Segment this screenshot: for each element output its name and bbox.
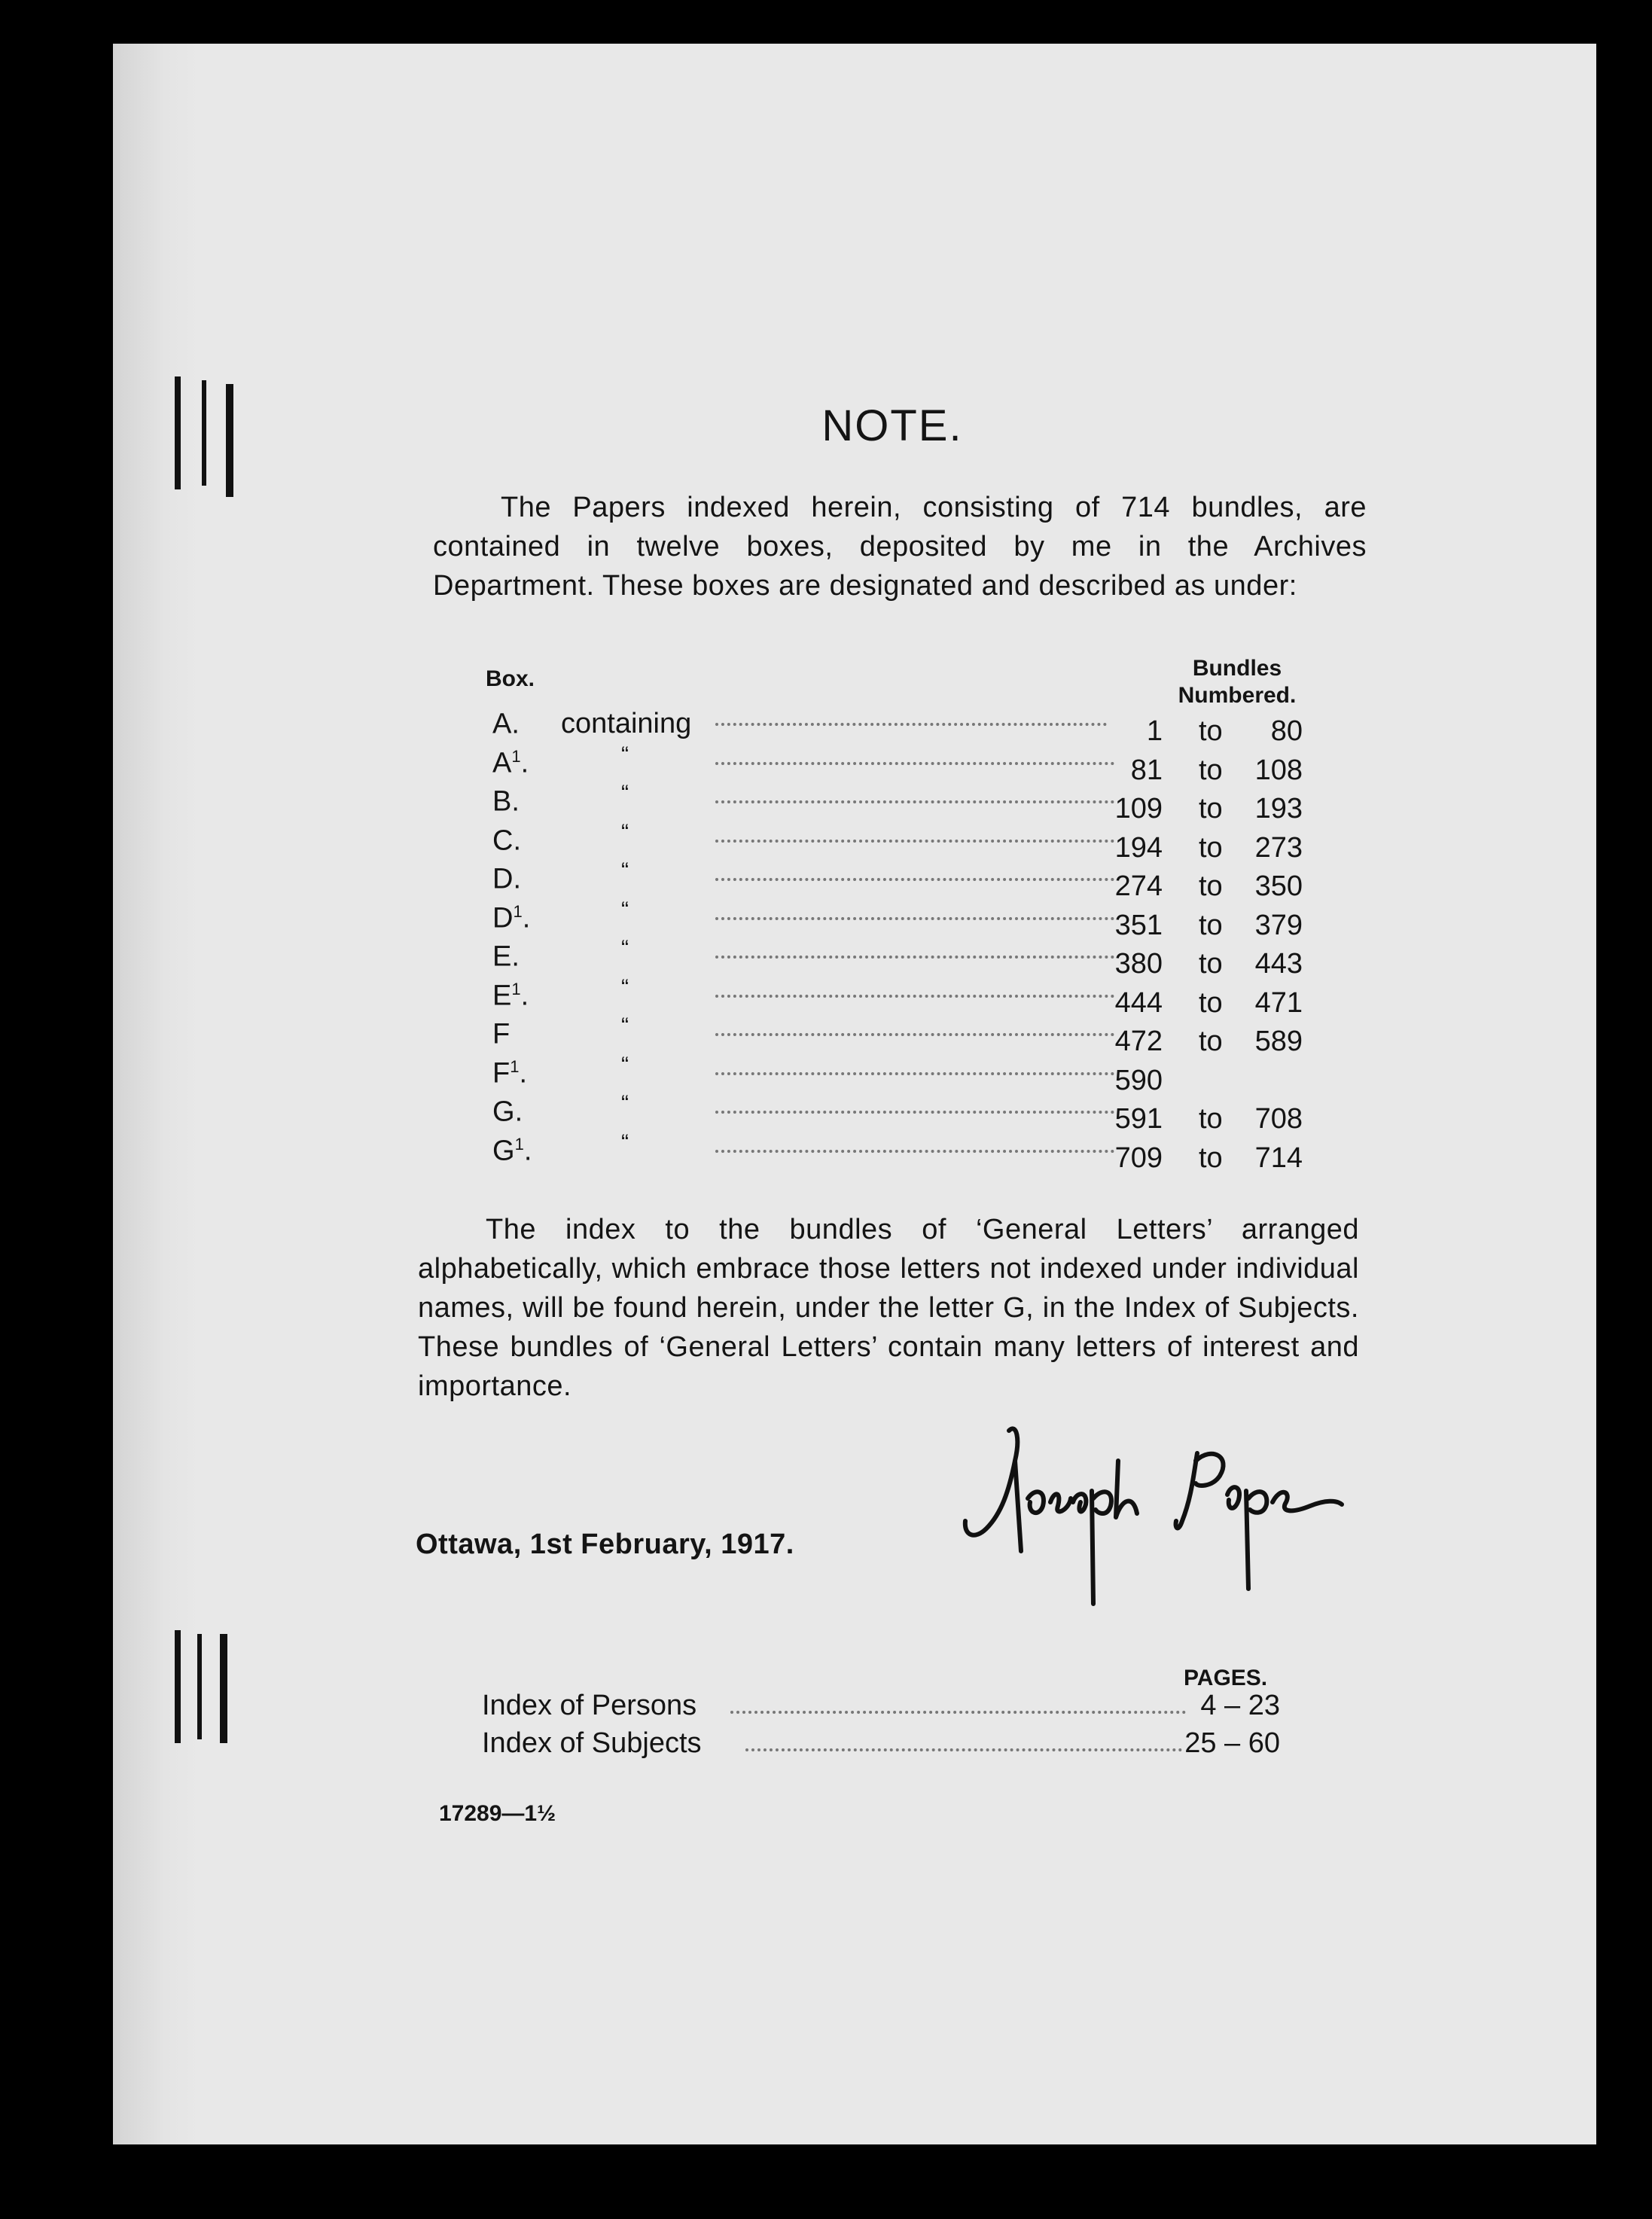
box-label: A. <box>492 708 520 740</box>
pages-label: PAGES. <box>1184 1666 1268 1690</box>
leader-dots <box>715 800 1114 803</box>
intro-paragraph: The Papers indexed herein, consisting of 714 bundles, are contained in twelve boxes, deposited by me in the Archives Department. These boxes are designated and described as under: <box>433 492 1367 602</box>
box-label: F <box>492 1018 511 1050</box>
bundle-to: 80 <box>1270 715 1303 747</box>
bundle-from: 81 <box>1130 754 1163 786</box>
leader-dots <box>715 956 1114 959</box>
table-row <box>489 781 1303 825</box>
table-row <box>489 819 1303 864</box>
bundle-from: 1 <box>1146 715 1163 747</box>
leader-dots <box>715 840 1114 843</box>
bundle-to: 714 <box>1254 1142 1303 1174</box>
leader-dots <box>715 878 1114 881</box>
box-table <box>489 708 1303 1173</box>
table-row <box>489 1129 1303 1174</box>
table-row <box>489 897 1303 941</box>
bundle-to: 589 <box>1254 1026 1303 1057</box>
bundle-to: 471 <box>1254 986 1303 1019</box>
box-label: $E^1$. <box>492 979 529 1012</box>
bundle-to: 108 <box>1254 754 1303 786</box>
table-row <box>489 1052 1303 1096</box>
ditto-mark: “ <box>621 1129 629 1155</box>
bundle-from: 444 <box>1114 986 1163 1019</box>
bundle-from: 351 <box>1114 909 1163 941</box>
leader-dots <box>715 762 1114 765</box>
print-code: 17289—1½ <box>439 1801 556 1826</box>
place-and-date: Ottawa, 1st February, 1917. <box>416 1529 794 1560</box>
ditto-mark: “ <box>621 742 629 767</box>
to-label: to <box>1199 909 1223 941</box>
signature-image <box>956 1416 1348 1626</box>
ditto-mark: “ <box>621 1091 629 1116</box>
ditto-mark: “ <box>621 936 629 961</box>
leader-dots <box>730 1711 1186 1714</box>
index-entry-range: 4 – 23 <box>1200 1690 1280 1721</box>
bundle-from: 194 <box>1114 831 1163 864</box>
bundle-from: 274 <box>1114 870 1163 902</box>
box-label: $F^1$. <box>492 1056 528 1090</box>
index-entry-range: 25 – 60 <box>1184 1727 1280 1759</box>
table-row <box>489 858 1303 902</box>
box-label: C. <box>492 825 522 857</box>
box-column-header: Box. <box>486 666 535 691</box>
box-label: E. <box>492 940 520 973</box>
bundle-to: 708 <box>1254 1103 1303 1135</box>
staple-mark <box>197 1634 202 1739</box>
table-row <box>489 1091 1303 1135</box>
bundles-header-line-1: Bundles <box>1192 656 1282 681</box>
table-row <box>489 1013 1303 1057</box>
table-row <box>489 708 1303 747</box>
staple-mark <box>220 1634 227 1743</box>
staple-mark <box>175 1630 181 1743</box>
page-title: NOTE. <box>821 401 963 450</box>
bundle-from: 109 <box>1114 793 1163 825</box>
ditto-mark: “ <box>621 858 629 883</box>
box-label: $G^1$. <box>492 1134 532 1167</box>
bundle-to: 273 <box>1254 831 1303 864</box>
to-label: to <box>1199 754 1223 786</box>
box-label: $D^1$. <box>492 901 531 934</box>
leader-dots <box>715 723 1107 726</box>
bundles-header-line-2: Numbered. <box>1178 683 1297 708</box>
ditto-mark: “ <box>621 897 629 922</box>
bundles-column-header <box>1166 655 1309 709</box>
index-entry-label: Index of Persons <box>482 1690 697 1721</box>
bundle-from: 590 <box>1114 1064 1163 1096</box>
to-label: to <box>1199 715 1223 747</box>
ditto-mark: “ <box>621 974 629 1000</box>
containing-label: containing <box>561 708 692 739</box>
ditto-mark: “ <box>621 819 629 845</box>
table-row <box>489 742 1303 786</box>
to-label: to <box>1199 793 1223 825</box>
to-label: to <box>1199 870 1223 902</box>
box-label: $A^1$. <box>492 746 529 779</box>
leader-dots <box>745 1748 1182 1751</box>
leader-dots <box>715 1150 1114 1153</box>
to-label: to <box>1199 1103 1223 1135</box>
leader-dots <box>715 995 1114 998</box>
bundle-to: 193 <box>1254 793 1303 825</box>
ditto-mark: “ <box>621 1013 629 1038</box>
to-label: to <box>1199 948 1223 980</box>
bundle-from: 709 <box>1114 1142 1163 1174</box>
table-row <box>489 936 1303 980</box>
general-letters-paragraph: The index to the bundles of ‘General Letters’ arranged alphabetically, which embrace those letters not indexed under individual names, will be found herein, under the letter G, in the Index of Subjects. These bundles of ‘General Letters’ contain many letters of interest and importance. <box>418 1214 1359 1402</box>
ditto-mark: “ <box>621 781 629 806</box>
to-label: to <box>1199 986 1223 1019</box>
leader-dots <box>715 1033 1114 1036</box>
bundle-from: 591 <box>1114 1103 1163 1135</box>
box-label: G. <box>492 1096 523 1128</box>
to-label: to <box>1199 1142 1223 1174</box>
to-label: to <box>1199 831 1223 864</box>
bundle-to: 379 <box>1254 909 1303 941</box>
page-spine <box>113 44 200 2144</box>
table-row <box>489 974 1303 1019</box>
box-label: B. <box>492 785 520 818</box>
ditto-mark: “ <box>621 1052 629 1077</box>
leader-dots <box>715 917 1114 920</box>
bundle-from: 380 <box>1114 948 1163 980</box>
leader-dots <box>715 1111 1114 1114</box>
bundle-from: 472 <box>1114 1026 1163 1057</box>
leader-dots <box>715 1072 1114 1075</box>
box-label: D. <box>492 863 522 895</box>
index-entry-label: Index of Subjects <box>482 1727 702 1759</box>
to-label: to <box>1199 1026 1223 1057</box>
bundle-to: 443 <box>1254 948 1303 980</box>
bundle-to: 350 <box>1254 870 1303 902</box>
